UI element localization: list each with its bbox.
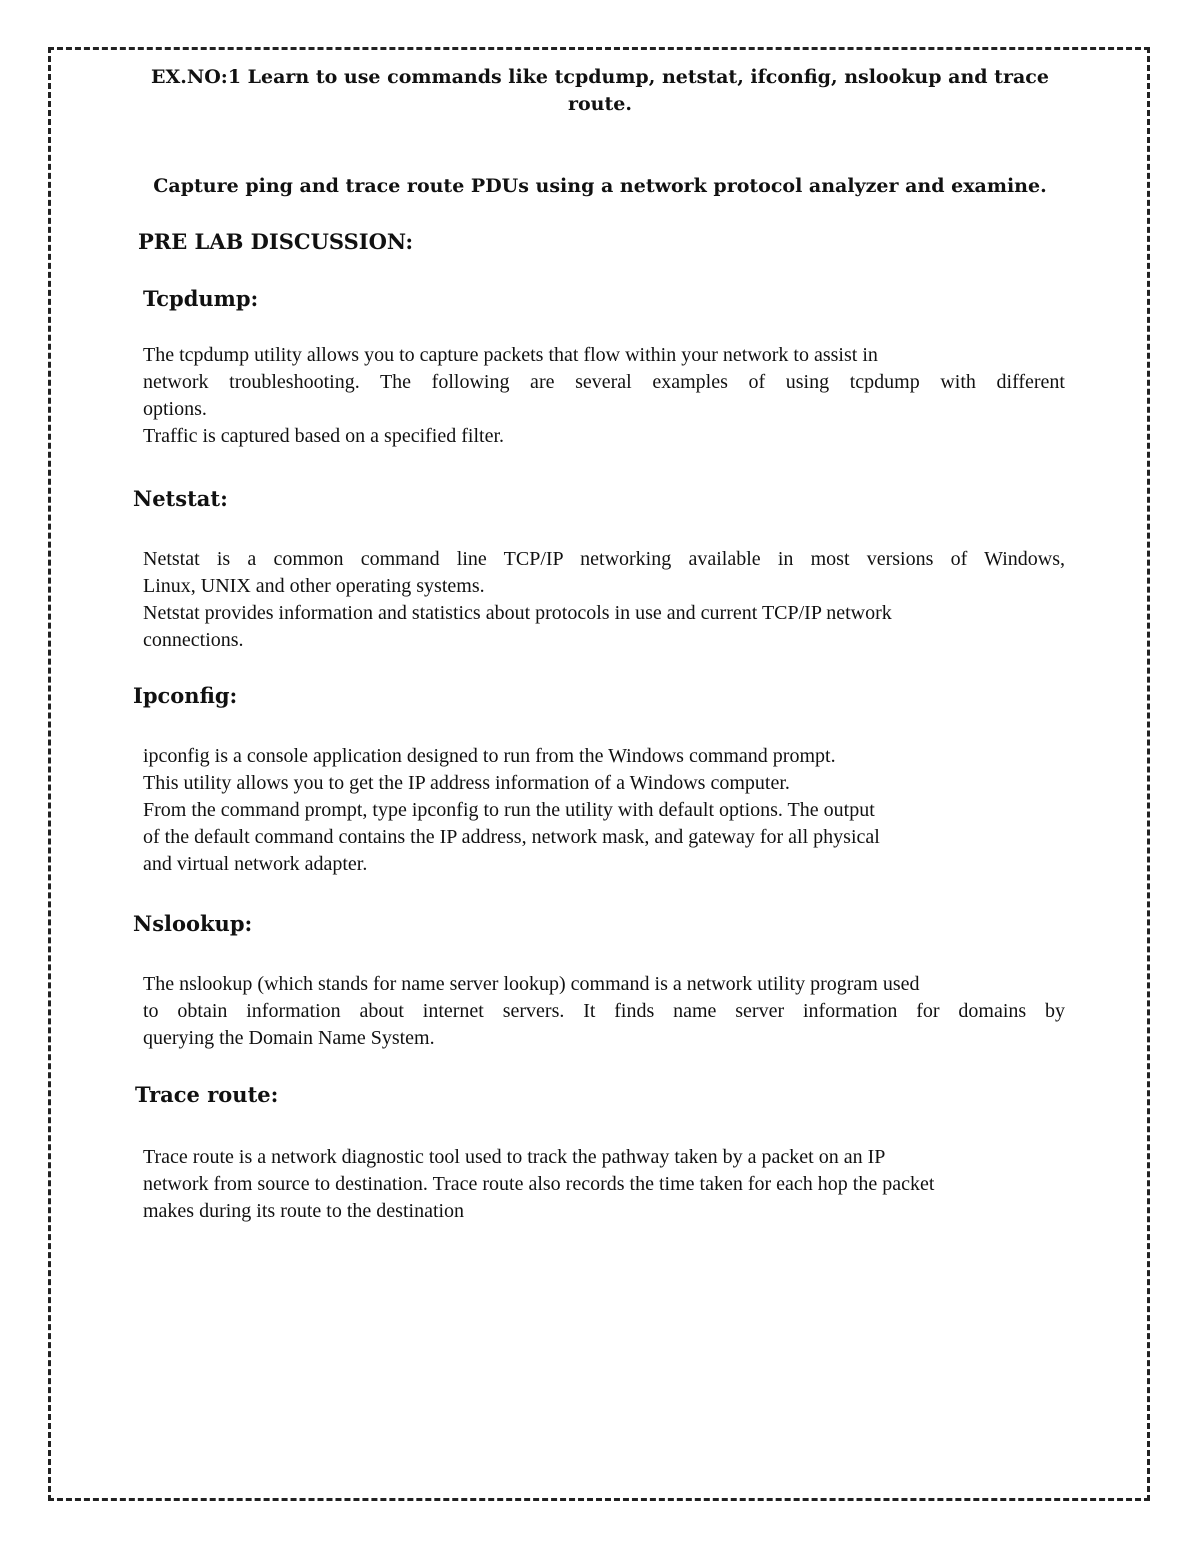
heading-nslookup: Nslookup:: [133, 911, 253, 936]
heading-tcpdump: Tcpdump:: [143, 286, 259, 311]
text-line: ipconfig is a console application designed to run from the Windows command prompt.: [143, 745, 836, 767]
text-line: of the default command contains the IP address, network mask, and gateway for all physical: [143, 826, 880, 848]
text-line: and virtual network adapter.: [143, 853, 368, 875]
exercise-subtitle: Capture ping and trace route PDUs using a network protocol analyzer and examine.: [153, 175, 1047, 197]
text-line: Netstat provides information and statistics about protocols in use and current TCP/IP network: [143, 602, 892, 624]
paragraph-nslookup: [143, 971, 1065, 1052]
section-heading: PRE LAB DISCUSSION:: [138, 229, 414, 254]
title-line: route.: [568, 93, 632, 115]
text-line: Trace route is a network diagnostic tool used to track the pathway taken by a packet on an IP: [143, 1146, 886, 1168]
heading-ipconfig: Ipconfig:: [133, 683, 238, 708]
text-line: options.: [143, 398, 207, 420]
heading-netstat: Netstat:: [133, 486, 228, 511]
paragraph-ipconfig: [143, 743, 1065, 878]
text-line: to obtain information about internet servers. It finds name server information for domains by: [143, 1000, 1065, 1022]
exercise-title: [150, 64, 1050, 118]
text-line: makes during its route to the destination: [143, 1200, 465, 1222]
text-line: This utility allows you to get the IP address information of a Windows computer.: [143, 772, 790, 794]
paragraph-tcpdump: [143, 342, 1065, 450]
paragraph-trace-route: [143, 1144, 1065, 1225]
text-line: network from source to destination. Trace route also records the time taken for each hop the packet: [143, 1173, 935, 1195]
text-line: querying the Domain Name System.: [143, 1027, 435, 1049]
text-line: The tcpdump utility allows you to capture packets that flow within your network to assist in: [143, 344, 878, 366]
text-line: The nslookup (which stands for name server lookup) command is a network utility program used: [143, 973, 920, 995]
text-line: connections.: [143, 629, 244, 651]
text-line: Traffic is captured based on a specified filter.: [143, 425, 504, 447]
text-line: From the command prompt, type ipconfig to run the utility with default options. The output: [143, 799, 875, 821]
heading-trace-route: Trace route:: [135, 1082, 279, 1107]
paragraph-netstat: [143, 546, 1065, 654]
title-line: EX.NO:1 Learn to use commands like tcpdump, netstat, ifconfig, nslookup and trace: [151, 66, 1049, 88]
text-line: network troubleshooting. The following are several examples of using tcpdump with different: [143, 371, 1065, 393]
text-line: Netstat is a common command line TCP/IP networking available in most versions of Windows,: [143, 548, 1065, 570]
text-line: Linux, UNIX and other operating systems.: [143, 575, 485, 597]
